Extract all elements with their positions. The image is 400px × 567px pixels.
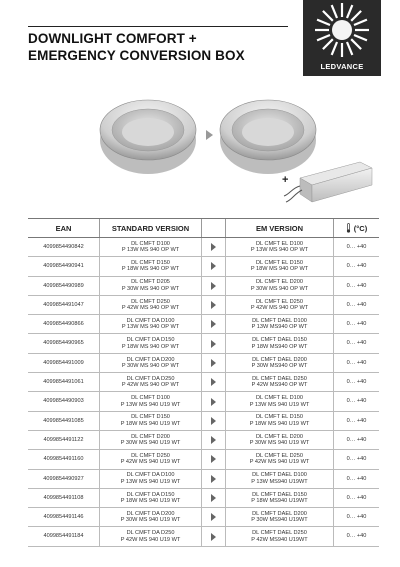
em-version-cell bbox=[226, 470, 334, 488]
em-spec: P 13W MS940 OP WT bbox=[251, 324, 308, 331]
em-version-cell bbox=[226, 412, 334, 430]
standard-version-cell bbox=[100, 450, 202, 468]
standard-spec: P 30W MS 940 OP WT bbox=[121, 362, 180, 369]
em-name: DL CMFT DAEL D250 bbox=[252, 530, 307, 537]
ean-value: 4099854491009 bbox=[43, 359, 84, 366]
standard-spec: P 42W MS 940 OP WT bbox=[121, 382, 180, 389]
em-name: DL CMFT EL D150 bbox=[255, 260, 304, 267]
ean-value: 4099854490965 bbox=[43, 340, 84, 347]
em-version-cell bbox=[226, 450, 334, 468]
temperature-range: 0… +40 bbox=[346, 359, 367, 366]
table-row bbox=[28, 354, 379, 373]
ean-value: 4099854491184 bbox=[43, 533, 84, 540]
standard-version-cell bbox=[100, 354, 202, 372]
ean-cell bbox=[28, 450, 100, 468]
table-row bbox=[28, 296, 379, 315]
table-row bbox=[28, 238, 379, 257]
table-header bbox=[28, 218, 379, 238]
standard-name: DL CMFT D150 bbox=[131, 260, 170, 267]
arrow-right-icon bbox=[211, 340, 216, 348]
em-spec: P 30W MS940 U19WT bbox=[251, 517, 308, 524]
arrow-cell bbox=[202, 470, 226, 488]
ean-value: 4099854491108 bbox=[43, 494, 84, 501]
plus-sign: + bbox=[282, 174, 289, 186]
arrow-cell bbox=[202, 354, 226, 372]
standard-version-cell bbox=[100, 238, 202, 256]
header-em-version: EM VERSION bbox=[226, 219, 334, 237]
logo-ray bbox=[351, 11, 361, 21]
logo-ray bbox=[351, 39, 361, 49]
em-spec: P 30W MS 940 OP WT bbox=[250, 285, 309, 292]
table-row bbox=[28, 431, 379, 450]
em-spec: P 13W MS940 U19WT bbox=[251, 478, 308, 485]
logo-ray bbox=[332, 42, 337, 55]
temperature-range: 0… +40 bbox=[346, 514, 367, 521]
table-row bbox=[28, 489, 379, 508]
em-version-cell bbox=[226, 277, 334, 295]
table-body bbox=[28, 238, 379, 547]
ean-value: 4099854491160 bbox=[43, 456, 84, 463]
temperature-cell bbox=[334, 296, 379, 314]
standard-version-cell bbox=[100, 373, 202, 391]
ledvance-logo bbox=[303, 0, 381, 76]
standard-version-cell bbox=[100, 257, 202, 275]
temperature-range: 0… +40 bbox=[346, 475, 367, 482]
arrow-cell bbox=[202, 277, 226, 295]
temperature-range: 0… +40 bbox=[346, 321, 367, 328]
temperature-cell bbox=[334, 315, 379, 333]
table-row bbox=[28, 470, 379, 489]
logo-burst-icon bbox=[303, 0, 381, 60]
standard-version-cell bbox=[100, 392, 202, 410]
temperature-cell bbox=[334, 508, 379, 526]
arrow-right-icon bbox=[211, 455, 216, 463]
table-row bbox=[28, 257, 379, 276]
ean-value: 4099854490842 bbox=[43, 243, 84, 250]
standard-spec: P 13W MS 940 OP WT bbox=[121, 247, 180, 254]
em-version-cell bbox=[226, 527, 334, 545]
arrow-cell bbox=[202, 334, 226, 352]
ean-value: 4099854490989 bbox=[43, 282, 84, 289]
em-version-cell bbox=[226, 489, 334, 507]
em-name: DL CMFT EL D100 bbox=[255, 395, 304, 402]
standard-name: DL CMFT D250 bbox=[131, 298, 170, 305]
em-name: DL CMFT EL D100 bbox=[255, 240, 304, 247]
em-name: DL CMFT DAEL D200 bbox=[252, 510, 307, 517]
arrow-right-icon bbox=[211, 301, 216, 309]
ean-cell bbox=[28, 489, 100, 507]
standard-version-cell bbox=[100, 277, 202, 295]
standard-spec: P 18W MS 940 U19 WT bbox=[120, 498, 181, 504]
thermometer-icon bbox=[346, 223, 351, 233]
temperature-cell bbox=[334, 257, 379, 275]
page-title bbox=[28, 30, 288, 64]
table-row bbox=[28, 527, 379, 546]
header-temperature bbox=[334, 219, 379, 237]
ean-cell bbox=[28, 470, 100, 488]
standard-name: DL CMFT DA D100 bbox=[126, 472, 175, 479]
temperature-range: 0… +40 bbox=[346, 456, 367, 463]
standard-spec: P 42W MS 940 U19 WT bbox=[120, 536, 181, 543]
standard-spec: P 18W MS 940 OP WT bbox=[121, 266, 180, 273]
arrow-right-icon bbox=[211, 262, 216, 270]
em-name: DL CMFT EL D250 bbox=[255, 453, 304, 459]
logo-ray bbox=[317, 35, 330, 40]
temperature-cell bbox=[334, 373, 379, 391]
em-spec: P 42W MS940 U19WT bbox=[251, 536, 308, 543]
arrow-right-icon bbox=[211, 359, 216, 367]
temperature-range: 0… +40 bbox=[346, 494, 367, 501]
temperature-cell bbox=[334, 334, 379, 352]
standard-name: DL CMFT D250 bbox=[131, 453, 170, 459]
logo-ray bbox=[354, 20, 367, 25]
ean-value: 4099854491122 bbox=[43, 436, 84, 443]
ean-cell bbox=[28, 392, 100, 410]
header-arrow-spacer bbox=[202, 219, 226, 237]
arrow-right-icon bbox=[211, 513, 216, 521]
standard-spec: P 13W MS 940 U19 WT bbox=[120, 401, 181, 408]
standard-version-cell bbox=[100, 431, 202, 449]
ean-cell bbox=[28, 431, 100, 449]
standard-name: DL CMFT DA D250 bbox=[126, 530, 175, 537]
arrow-right-icon bbox=[211, 282, 216, 290]
ean-value: 4099854491146 bbox=[43, 514, 84, 521]
table-row bbox=[28, 392, 379, 411]
temperature-cell bbox=[334, 392, 379, 410]
arrow-cell bbox=[202, 431, 226, 449]
standard-version-cell bbox=[100, 334, 202, 352]
arrow-right-icon bbox=[211, 494, 216, 502]
temperature-cell bbox=[334, 450, 379, 468]
arrow-cell bbox=[202, 489, 226, 507]
em-version-cell bbox=[226, 508, 334, 526]
arrow-right-icon bbox=[211, 398, 216, 406]
arrow-right-icon bbox=[206, 130, 213, 140]
temperature-cell bbox=[334, 412, 379, 430]
ean-cell bbox=[28, 315, 100, 333]
standard-version-cell bbox=[100, 508, 202, 526]
logo-ray bbox=[347, 42, 352, 55]
ean-cell bbox=[28, 334, 100, 352]
arrow-cell bbox=[202, 315, 226, 333]
top-rule bbox=[28, 26, 288, 27]
header-ean: EAN bbox=[28, 219, 100, 237]
ean-value: 4099854491085 bbox=[43, 417, 84, 424]
em-version-cell bbox=[226, 334, 334, 352]
em-version-cell bbox=[226, 373, 334, 391]
standard-spec: P 30W MS 940 U19 WT bbox=[120, 440, 181, 447]
ean-value: 4099854490866 bbox=[43, 321, 84, 328]
temperature-cell bbox=[334, 470, 379, 488]
product-table bbox=[28, 218, 379, 547]
em-name: DL CMFT DAEL D250 bbox=[252, 375, 307, 382]
logo-ray bbox=[323, 39, 333, 49]
em-spec: P 42W MS 940 U19 WT bbox=[249, 459, 310, 466]
arrow-cell bbox=[202, 296, 226, 314]
logo-brand-text: LEDVANCE bbox=[320, 62, 364, 71]
table-row bbox=[28, 277, 379, 296]
standard-name: DL CMFT D205 bbox=[131, 279, 170, 286]
table-row bbox=[28, 450, 379, 469]
standard-name: DL CMFT DA D250 bbox=[126, 375, 175, 382]
em-spec: P 18W MS 940 OP WT bbox=[250, 266, 309, 273]
em-spec: P 42W MS 940 OP WT bbox=[250, 305, 309, 312]
ean-value: 4099854490903 bbox=[43, 398, 84, 405]
standard-version-cell bbox=[100, 489, 202, 507]
product-illustration bbox=[0, 90, 400, 210]
ean-cell bbox=[28, 296, 100, 314]
ean-value: 4099854491061 bbox=[43, 379, 84, 386]
arrow-right-icon bbox=[211, 243, 216, 251]
standard-name: DL CMFT DA D150 bbox=[126, 491, 175, 498]
ean-value: 4099854490927 bbox=[43, 475, 84, 482]
ean-cell bbox=[28, 354, 100, 372]
table-row bbox=[28, 412, 379, 431]
ean-cell bbox=[28, 508, 100, 526]
temperature-cell bbox=[334, 489, 379, 507]
standard-version-cell bbox=[100, 470, 202, 488]
em-version-cell bbox=[226, 257, 334, 275]
arrow-right-icon bbox=[211, 320, 216, 328]
standard-name: DL CMFT D200 bbox=[131, 433, 170, 440]
standard-spec: P 42W MS 940 U19 WT bbox=[120, 459, 181, 466]
temperature-range: 0… +40 bbox=[346, 243, 367, 250]
standard-version-cell bbox=[100, 527, 202, 545]
standard-spec: P 42W MS 940 OP WT bbox=[121, 305, 180, 312]
standard-spec: P 18W MS 940 U19 WT bbox=[120, 420, 181, 427]
em-spec: P 18W MS940 OP WT bbox=[251, 343, 308, 350]
logo-ray bbox=[347, 5, 352, 18]
standard-name: DL CMFT D150 bbox=[131, 414, 170, 421]
standard-name: DL CMFT D100 bbox=[131, 240, 170, 247]
arrow-right-icon bbox=[211, 378, 216, 386]
temperature-range: 0… +40 bbox=[346, 436, 367, 443]
temperature-cell bbox=[334, 238, 379, 256]
em-name: DL CMFT DAEL D100 bbox=[252, 317, 307, 324]
em-name: DL CMFT DAEL D200 bbox=[252, 356, 307, 363]
arrow-cell bbox=[202, 392, 226, 410]
title-line-2: EMERGENCY CONVERSION BOX bbox=[28, 48, 245, 63]
arrow-cell bbox=[202, 412, 226, 430]
standard-name: DL CMFT DA D100 bbox=[126, 317, 175, 324]
em-version-cell bbox=[226, 354, 334, 372]
temperature-cell bbox=[334, 354, 379, 372]
logo-ray bbox=[354, 35, 367, 40]
header-standard-version: STANDARD VERSION bbox=[100, 219, 202, 237]
em-name: DL CMFT EL D150 bbox=[255, 414, 304, 421]
temperature-range: 0… +40 bbox=[346, 398, 367, 405]
table-row bbox=[28, 373, 379, 392]
em-spec: P 30W MS 940 U19 WT bbox=[249, 440, 310, 447]
standard-spec: P 13W MS 940 OP WT bbox=[121, 324, 180, 331]
title-line-1: DOWNLIGHT COMFORT + bbox=[28, 31, 197, 46]
ean-cell bbox=[28, 373, 100, 391]
em-name: DL CMFT DAEL D100 bbox=[252, 472, 307, 479]
arrow-cell bbox=[202, 527, 226, 545]
standard-version-cell bbox=[100, 315, 202, 333]
em-spec: P 30W MS940 OP WT bbox=[251, 362, 308, 369]
ean-cell bbox=[28, 527, 100, 545]
standard-name: DL CMFT DA D150 bbox=[126, 337, 175, 344]
header-temp-unit: (°C) bbox=[353, 223, 368, 233]
temperature-range: 0… +40 bbox=[346, 340, 367, 347]
arrow-right-icon bbox=[211, 417, 216, 425]
em-version-cell bbox=[226, 431, 334, 449]
temperature-cell bbox=[334, 431, 379, 449]
arrow-cell bbox=[202, 238, 226, 256]
temperature-range: 0… +40 bbox=[346, 263, 367, 270]
standard-name: DL CMFT DA D200 bbox=[126, 356, 175, 363]
ean-cell bbox=[28, 257, 100, 275]
standard-name: DL CMFT D100 bbox=[131, 395, 170, 402]
arrow-right-icon bbox=[211, 475, 216, 483]
em-version-cell bbox=[226, 315, 334, 333]
standard-spec: P 30W MS 940 OP WT bbox=[121, 285, 180, 292]
table-row bbox=[28, 508, 379, 527]
ean-cell bbox=[28, 412, 100, 430]
em-name: DL CMFT DAEL D150 bbox=[252, 491, 307, 498]
standard-name: DL CMFT DA D200 bbox=[126, 510, 175, 517]
arrow-cell bbox=[202, 508, 226, 526]
em-spec: P 13W MS 940 OP WT bbox=[250, 247, 309, 254]
em-spec: P 13W MS 940 U19 WT bbox=[249, 401, 310, 408]
em-name: DL CMFT DAEL D150 bbox=[252, 337, 307, 344]
standard-spec: P 13W MS 940 U19 WT bbox=[120, 478, 181, 485]
logo-ray bbox=[317, 20, 330, 25]
table-row bbox=[28, 334, 379, 353]
ean-cell bbox=[28, 238, 100, 256]
em-spec: P 18W MS 940 U19 WT bbox=[249, 420, 310, 427]
em-name: DL CMFT EL D200 bbox=[255, 433, 304, 440]
table-row bbox=[28, 315, 379, 334]
em-name: DL CMFT EL D250 bbox=[255, 298, 304, 305]
temperature-range: 0… +40 bbox=[346, 379, 367, 386]
ean-value: 4099854490941 bbox=[43, 263, 84, 270]
em-spec: P 18W MS940 U19WT bbox=[251, 498, 308, 504]
em-version-cell bbox=[226, 296, 334, 314]
em-version-cell bbox=[226, 392, 334, 410]
temperature-range: 0… +40 bbox=[346, 417, 367, 424]
logo-ray bbox=[323, 11, 333, 21]
em-version-cell bbox=[226, 238, 334, 256]
standard-version-cell bbox=[100, 296, 202, 314]
downlight-em-image bbox=[220, 100, 316, 174]
standard-spec: P 18W MS 940 OP WT bbox=[121, 343, 180, 350]
arrow-cell bbox=[202, 257, 226, 275]
standard-spec: P 30W MS 940 U19 WT bbox=[120, 517, 181, 524]
em-name: DL CMFT EL D200 bbox=[255, 279, 304, 286]
standard-version-cell bbox=[100, 412, 202, 430]
temperature-range: 0… +40 bbox=[346, 533, 367, 540]
temperature-range: 0… +40 bbox=[346, 282, 367, 289]
temperature-range: 0… +40 bbox=[346, 301, 367, 308]
arrow-right-icon bbox=[211, 533, 216, 541]
ean-cell bbox=[28, 277, 100, 295]
ean-value: 4099854491047 bbox=[43, 301, 84, 308]
temperature-cell bbox=[334, 277, 379, 295]
em-spec: P 42W MS940 OP WT bbox=[251, 382, 308, 389]
downlight-standard-image bbox=[100, 100, 196, 174]
arrow-cell bbox=[202, 450, 226, 468]
arrow-cell bbox=[202, 373, 226, 391]
arrow-right-icon bbox=[211, 436, 216, 444]
logo-ray bbox=[332, 5, 337, 18]
temperature-cell bbox=[334, 527, 379, 545]
